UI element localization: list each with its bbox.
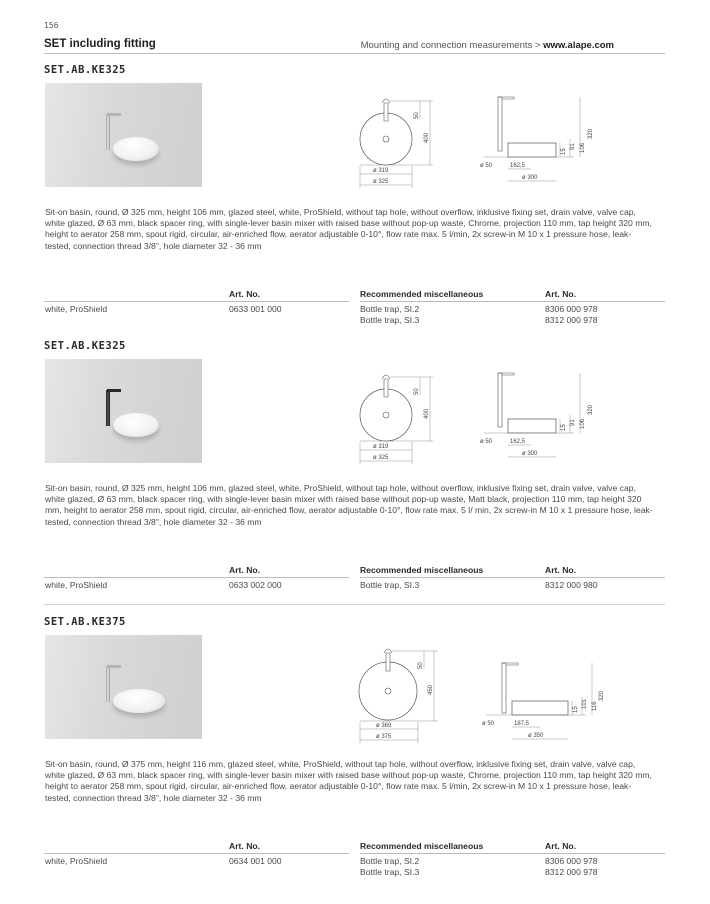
top-view-drawing xyxy=(358,83,458,193)
col-misc-art-no: Art. No. xyxy=(545,841,577,851)
mixer-body xyxy=(106,390,110,426)
basin-shape xyxy=(113,137,159,161)
dim-side-a: 101 xyxy=(582,698,588,709)
table-rule xyxy=(360,577,665,578)
dim-top-a: 50 xyxy=(414,112,420,119)
misc-list xyxy=(360,856,419,877)
dim-side-d: 320 xyxy=(599,690,605,701)
dim-side-g: ø 300 xyxy=(522,451,538,457)
dim-side-c: 15 xyxy=(573,706,579,713)
misc-item: Bottle trap, SI.3 xyxy=(360,314,420,325)
misc-item: Bottle trap, SI.3 xyxy=(360,866,420,877)
dim-side-f: 187,5 xyxy=(514,721,530,727)
dim-side-f: 162,5 xyxy=(510,439,526,445)
mixer-spout xyxy=(107,665,121,668)
misc-art-number: 8312 000 980 xyxy=(545,580,598,590)
misc-list xyxy=(360,580,419,591)
dim-outer-diameter: ø 375 xyxy=(376,734,392,740)
header-link-prefix: Mounting and connection measurements > xyxy=(360,40,544,51)
dim-top-a: 50 xyxy=(418,662,424,669)
dim-side-b: 106 xyxy=(580,142,586,153)
side-view-drawing xyxy=(474,359,594,469)
dim-side-a: 91 xyxy=(570,143,576,150)
mixer-body xyxy=(106,114,110,150)
top-view-drawing xyxy=(358,359,458,469)
col-misc: Recommended miscellaneous xyxy=(360,565,484,575)
dim-top-b: 450 xyxy=(428,684,434,695)
dim-side-c: 15 xyxy=(561,424,567,431)
dim-top-b: 400 xyxy=(424,408,430,419)
dim-outer-diameter: ø 325 xyxy=(373,179,389,185)
dim-side-f: 162,5 xyxy=(510,163,526,169)
product-description: Sit-on basin, round, Ø 375 mm, height 116 mm, glazed steel, white, ProShield, without tap hole, without overflow, inklusive fixing set, drain valve, valve cap, white glazed, Ø 63 mm, black spacer ring, with single-lever basin mixer with raised base without pop-up waste, Chrome, projection 110 mm, tap height 320 mm, height to aerator 258 mm, spout rigid, circular, air-enriched flow, aerator adjustable 0-10°, flow rate max. 5 l/min, 2x screw-in M 10 x 1 pressure hose, leak-tested, connection thread 3/8", hole diameter 32 - 36 mm xyxy=(45,759,652,803)
product-code: SET.AB.KE375 xyxy=(44,616,126,628)
dim-side-d: 320 xyxy=(588,404,594,415)
product-code: SET.AB.KE325 xyxy=(44,64,126,76)
misc-list xyxy=(360,304,419,325)
side-view-drawing xyxy=(474,635,604,745)
page-number: 156 xyxy=(44,21,59,30)
misc-art-number: 8306 000 978 xyxy=(545,304,598,314)
col-art-no: Art. No. xyxy=(229,565,261,575)
misc-item: Bottle trap, SI.2 xyxy=(360,304,420,314)
misc-item: Bottle trap, SI.2 xyxy=(360,856,420,866)
col-misc: Recommended miscellaneous xyxy=(360,841,484,851)
header-link-site[interactable]: www.alape.com xyxy=(543,40,614,51)
header-divider xyxy=(44,53,665,54)
table-rule xyxy=(44,853,349,854)
dim-side-g: ø 300 xyxy=(522,175,538,181)
variant: white, ProShield xyxy=(45,304,108,314)
table-rule xyxy=(44,301,349,302)
misc-art-list xyxy=(545,856,598,877)
table-rule xyxy=(360,853,665,854)
article-number: 0633 001 000 xyxy=(229,304,282,314)
dim-top-a: 50 xyxy=(414,388,420,395)
dim-side-g: ø 350 xyxy=(528,733,544,739)
misc-art-list xyxy=(545,304,598,325)
dim-side-a: 91 xyxy=(570,419,576,426)
mixer-spout xyxy=(107,113,121,116)
dim-inner-diameter: ø 369 xyxy=(376,723,392,729)
dim-side-c: 15 xyxy=(561,148,567,155)
side-view-drawing xyxy=(474,83,594,193)
basin-shape xyxy=(113,689,165,713)
variant: white, ProShield xyxy=(45,856,108,866)
dim-side-e: ø 50 xyxy=(482,721,495,727)
dim-inner-diameter: ø 319 xyxy=(373,444,389,450)
basin-shape xyxy=(113,413,159,437)
col-misc: Recommended miscellaneous xyxy=(360,289,484,299)
dim-side-e: ø 50 xyxy=(480,163,493,169)
misc-item: Bottle trap, SI.3 xyxy=(360,580,420,590)
header-link[interactable] xyxy=(361,40,614,51)
dim-side-b: 116 xyxy=(592,701,598,711)
article-number: 0634 001 000 xyxy=(229,856,282,866)
misc-art-number: 8312 000 978 xyxy=(545,314,598,325)
table-rule xyxy=(44,577,349,578)
misc-art-list xyxy=(545,580,598,591)
misc-art-number: 8312 000 978 xyxy=(545,866,598,877)
mixer-body xyxy=(106,666,110,702)
section-divider xyxy=(44,604,665,605)
dim-side-d: 320 xyxy=(588,128,594,139)
article-number: 0633 002 000 xyxy=(229,580,282,590)
col-art-no: Art. No. xyxy=(229,841,261,851)
dim-inner-diameter: ø 319 xyxy=(373,168,389,174)
product-description: Sit-on basin, round, Ø 325 mm, height 106 mm, glazed steel, white, ProShield, without tap hole, without overflow, inklusive fixing set, drain valve, valve cap, white glazed, Ø 63 mm, black spacer ring, with single-lever basin mixer with raised base without pop-up waste, Chrome, projection 110 mm, tap height 320 mm, height to aerator 258 mm, spout rigid, circular, air-enriched flow, aerator adjustable 0-10°, flow rate max. 5 l/min, 2x screw-in M 10 x 1 pressure hose, leak-tested, connection thread 3/8", hole diameter 32 - 36 mm xyxy=(45,207,652,251)
col-misc-art-no: Art. No. xyxy=(545,565,577,575)
dim-top-b: 400 xyxy=(424,132,430,143)
misc-art-number: 8306 000 978 xyxy=(545,856,598,866)
mixer-spout xyxy=(107,389,121,392)
product-photo xyxy=(45,359,202,463)
product-code: SET.AB.KE325 xyxy=(44,340,126,352)
variant: white, ProShield xyxy=(45,580,108,590)
col-art-no: Art. No. xyxy=(229,289,261,299)
top-view-drawing xyxy=(358,635,458,745)
dim-side-b: 106 xyxy=(580,418,586,429)
col-misc-art-no: Art. No. xyxy=(545,289,577,299)
dim-outer-diameter: ø 325 xyxy=(373,455,389,461)
dim-side-e: ø 50 xyxy=(480,439,493,445)
table-rule xyxy=(360,301,665,302)
product-description: Sit-on basin, round, Ø 325 mm, height 106 mm, glazed steel, white, ProShield, without tap hole, without overflow, inklusive fixing set, drain valve, valve cap, white glazed, Ø 63 mm, black spacer ring, with single-lever basin mixer with raised base without pop-up waste, Matt black, projection 110 mm, tap height 320 mm, height to aerator 258 mm, spout rigid, circular, air-enriched flow, aerator adjustable 0-10°, flow rate max. 5 l/ min, 2x screw-in M 10 x 1 pressure hose, leak-tested, connection thread 3/8", hole diameter 32 - 36 mm xyxy=(45,483,653,527)
page-title: SET including fitting xyxy=(44,38,156,50)
product-photo xyxy=(45,83,202,187)
product-photo xyxy=(45,635,202,739)
